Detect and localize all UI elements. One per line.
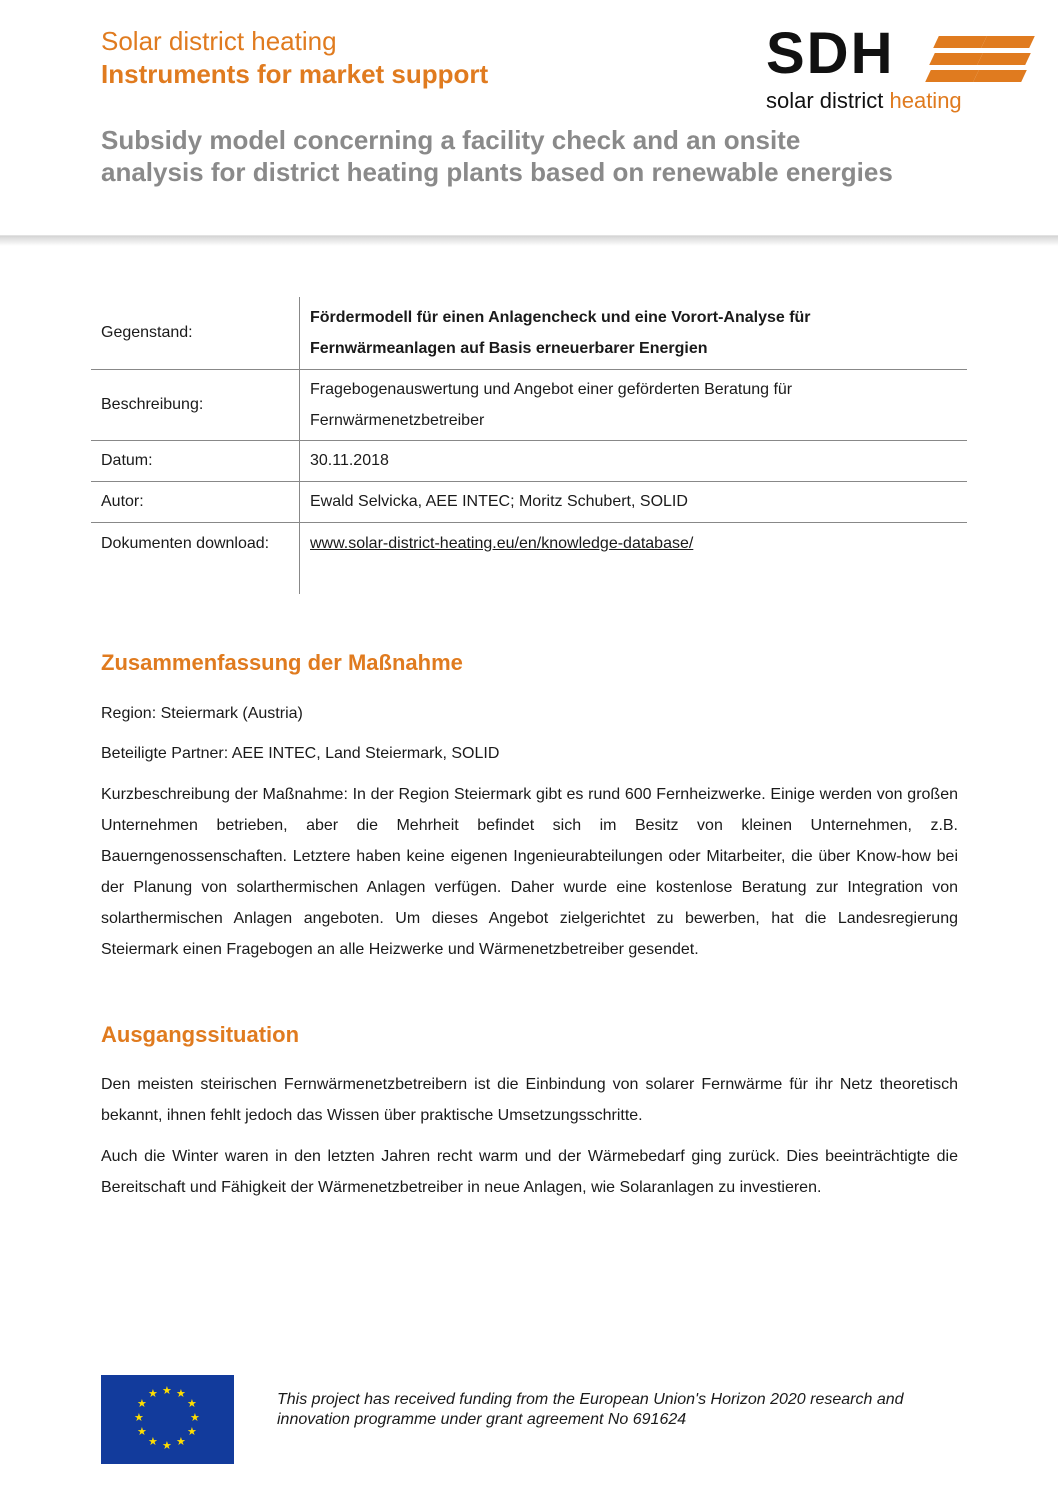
section-heading-summary: Zusammenfassung der Maßnahme <box>101 650 463 675</box>
logo-subtitle: solar district heating <box>766 88 962 113</box>
meta-label-author: Autor: <box>91 481 300 522</box>
summary-region: Region: Steiermark (Austria) <box>101 705 303 722</box>
meta-label-download: Dokumenten download: <box>91 522 300 594</box>
meta-value-date: 30.11.2018 <box>310 452 389 469</box>
meta-label-date: Datum: <box>91 440 300 481</box>
table-row <box>91 440 967 481</box>
meta-value-description: Fragebogenauswertung und Angebot einer geförderten Beratung für Fernwärmenetzbetreiber <box>310 380 793 429</box>
summary-description: Kurzbeschreibung der Maßnahme: In der Region Steiermark gibt es rund 600 Fernheizwerke. Einige werden von großen Unternehmen betrieben, aber die Mehrheit befindet sich im Besitz von kleinen Unternehmen, z.B. Bauerngenossenschaften. Letztere haben keine eigenen Ingenieurabteilungen oder Mitarbeiter, die über Know-how bei der Planung von solarthermischen Anlagen verfügen. Daher wurde eine kostenlose Beratung zur Integration von solarthermischen Anlagen angeboten. Um dieses Angebot zielgerichtet zu bewerben, hat die Landesregierung Steiermark einen Fragebogen an alle Heizwerke und Wärmenetzbetreiber gesendet. <box>101 786 958 958</box>
series-subtitle: Instruments for market support <box>101 59 489 89</box>
table-row <box>91 369 967 440</box>
meta-label-description: Beschreibung: <box>91 369 300 440</box>
header-shadow <box>0 236 1058 246</box>
logo-mark: SDH <box>766 21 895 86</box>
meta-value-subject: Fördermodell für einen Anlagencheck und eine Vorort-Analyse für Fernwärmeanlagen auf Basis erneuerbarer Energien <box>310 308 811 357</box>
series-title: Solar district heating <box>101 26 337 56</box>
document-title: Subsidy model concerning a facility check and an onsite analysis for district heating plants based on renewable energies <box>101 125 893 187</box>
summary-partners: Beteiligte Partner: AEE INTEC, Land Steiermark, SOLID <box>101 745 500 762</box>
table-row <box>91 297 967 369</box>
situation-paragraph-2: Auch die Winter waren in den letzten Jahren recht warm und der Wärmebedarf ging zurück. Dies beeinträchtigte die Bereitschaft und Fähigkeit der Wärmenetzbetreiber in neue Anlagen, wie Solaranlagen zu investieren. <box>101 1148 958 1196</box>
eu-flag: ★ ★ ★ ★ ★ ★ ★ ★ ★ ★ ★ ★ <box>101 1375 234 1464</box>
download-link[interactable]: www.solar-district-heating.eu/en/knowledge-database/ <box>310 534 694 552</box>
meta-value-download <box>300 522 968 594</box>
table-row <box>91 481 967 522</box>
meta-label-subject: Gegenstand: <box>91 297 300 369</box>
sdh-logo <box>766 21 1028 118</box>
table-row <box>91 522 967 594</box>
funding-notice: This project has received funding from the European Union's Horizon 2020 research and innovation programme under grant agreement No 691624 <box>277 1391 904 1428</box>
metadata-table <box>91 297 967 594</box>
meta-value-author: Ewald Selvicka, AEE INTEC; Moritz Schubert, SOLID <box>310 493 688 510</box>
section-heading-situation: Ausgangssituation <box>101 1022 300 1047</box>
situation-paragraph-1: Den meisten steirischen Fernwärmenetzbetreibern ist die Einbindung von solarer Fernwärme für ihr Netz theoretisch bekannt, ihnen fehlt jedoch das Wissen über praktische Umsetzungsschritte. <box>101 1076 958 1124</box>
